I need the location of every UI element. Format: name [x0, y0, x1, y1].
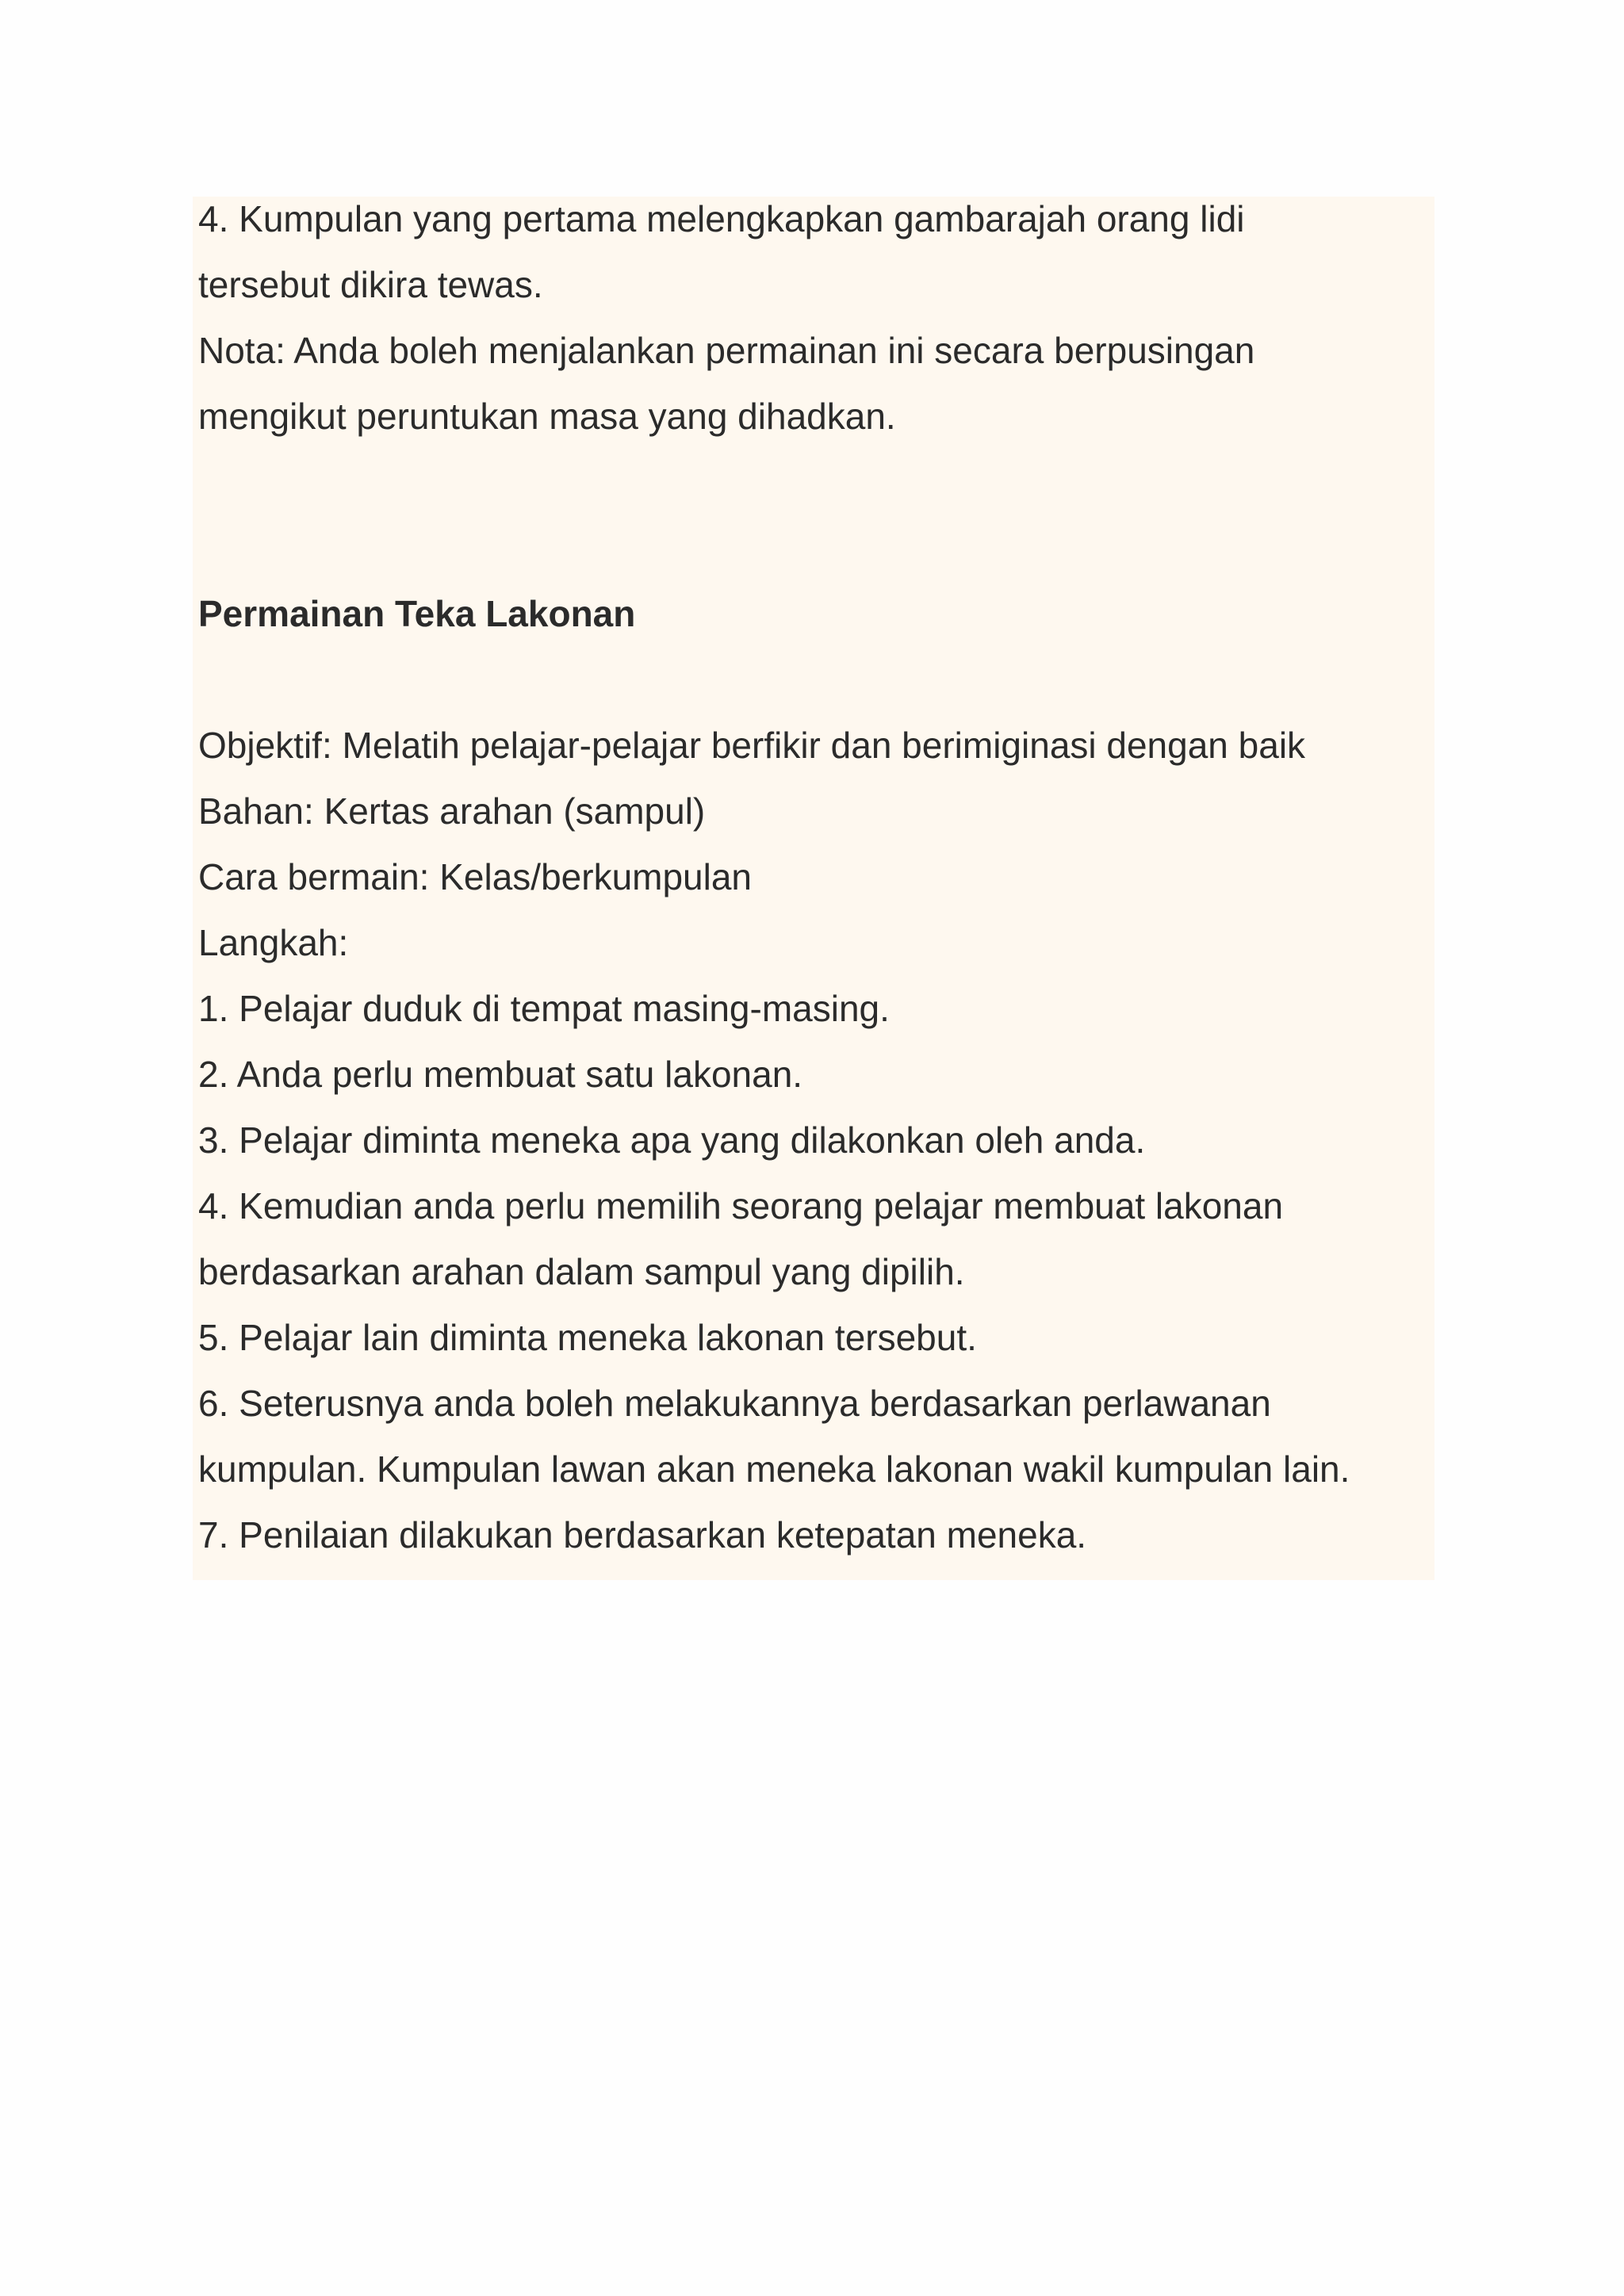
- steps-label: Langkah:: [198, 922, 349, 963]
- step-item: 4. Kemudian anda perlu memilih seorang pelajar membuat lakonan: [198, 1185, 1284, 1226]
- note-line: Nota: Anda boleh menjalankan permainan ini secara berpusingan: [198, 330, 1255, 371]
- step-item: 7. Penilaian dilakukan berdasarkan ketepatan meneka.: [198, 1514, 1087, 1556]
- note-line-continued: mengikut peruntukan masa yang dihadkan.: [198, 396, 896, 437]
- play-method-line: Cara bermain: Kelas/berkumpulan: [198, 856, 753, 897]
- objective-line: Objektif: Melatih pelajar-pelajar berfikir dan berimiginasi dengan baik: [198, 725, 1306, 766]
- materials-line: Bahan: Kertas arahan (sampul): [198, 790, 706, 832]
- step-item-continued: kumpulan. Kumpulan lawan akan meneka lakonan wakil kumpulan lain.: [198, 1448, 1350, 1490]
- step-item-continued: berdasarkan arahan dalam sampul yang dipilih.: [198, 1251, 965, 1292]
- step-item: 5. Pelajar lain diminta meneka lakonan tersebut.: [198, 1317, 977, 1358]
- section-heading: Permainan Teka Lakonan: [198, 593, 636, 634]
- step-item: 6. Seterusnya anda boleh melakukannya berdasarkan perlawanan: [198, 1383, 1271, 1424]
- step-item: 1. Pelajar duduk di tempat masing-masing.: [198, 988, 890, 1029]
- step-item: 2. Anda perlu membuat satu lakonan.: [198, 1054, 803, 1095]
- text-line-tewas: tersebut dikira tewas.: [198, 264, 543, 305]
- step-item: 3. Pelajar diminta meneka apa yang dilakonkan oleh anda.: [198, 1119, 1146, 1161]
- text-line-step-4-continued: 4. Kumpulan yang pertama melengkapkan gambarajah orang lidi: [198, 198, 1245, 239]
